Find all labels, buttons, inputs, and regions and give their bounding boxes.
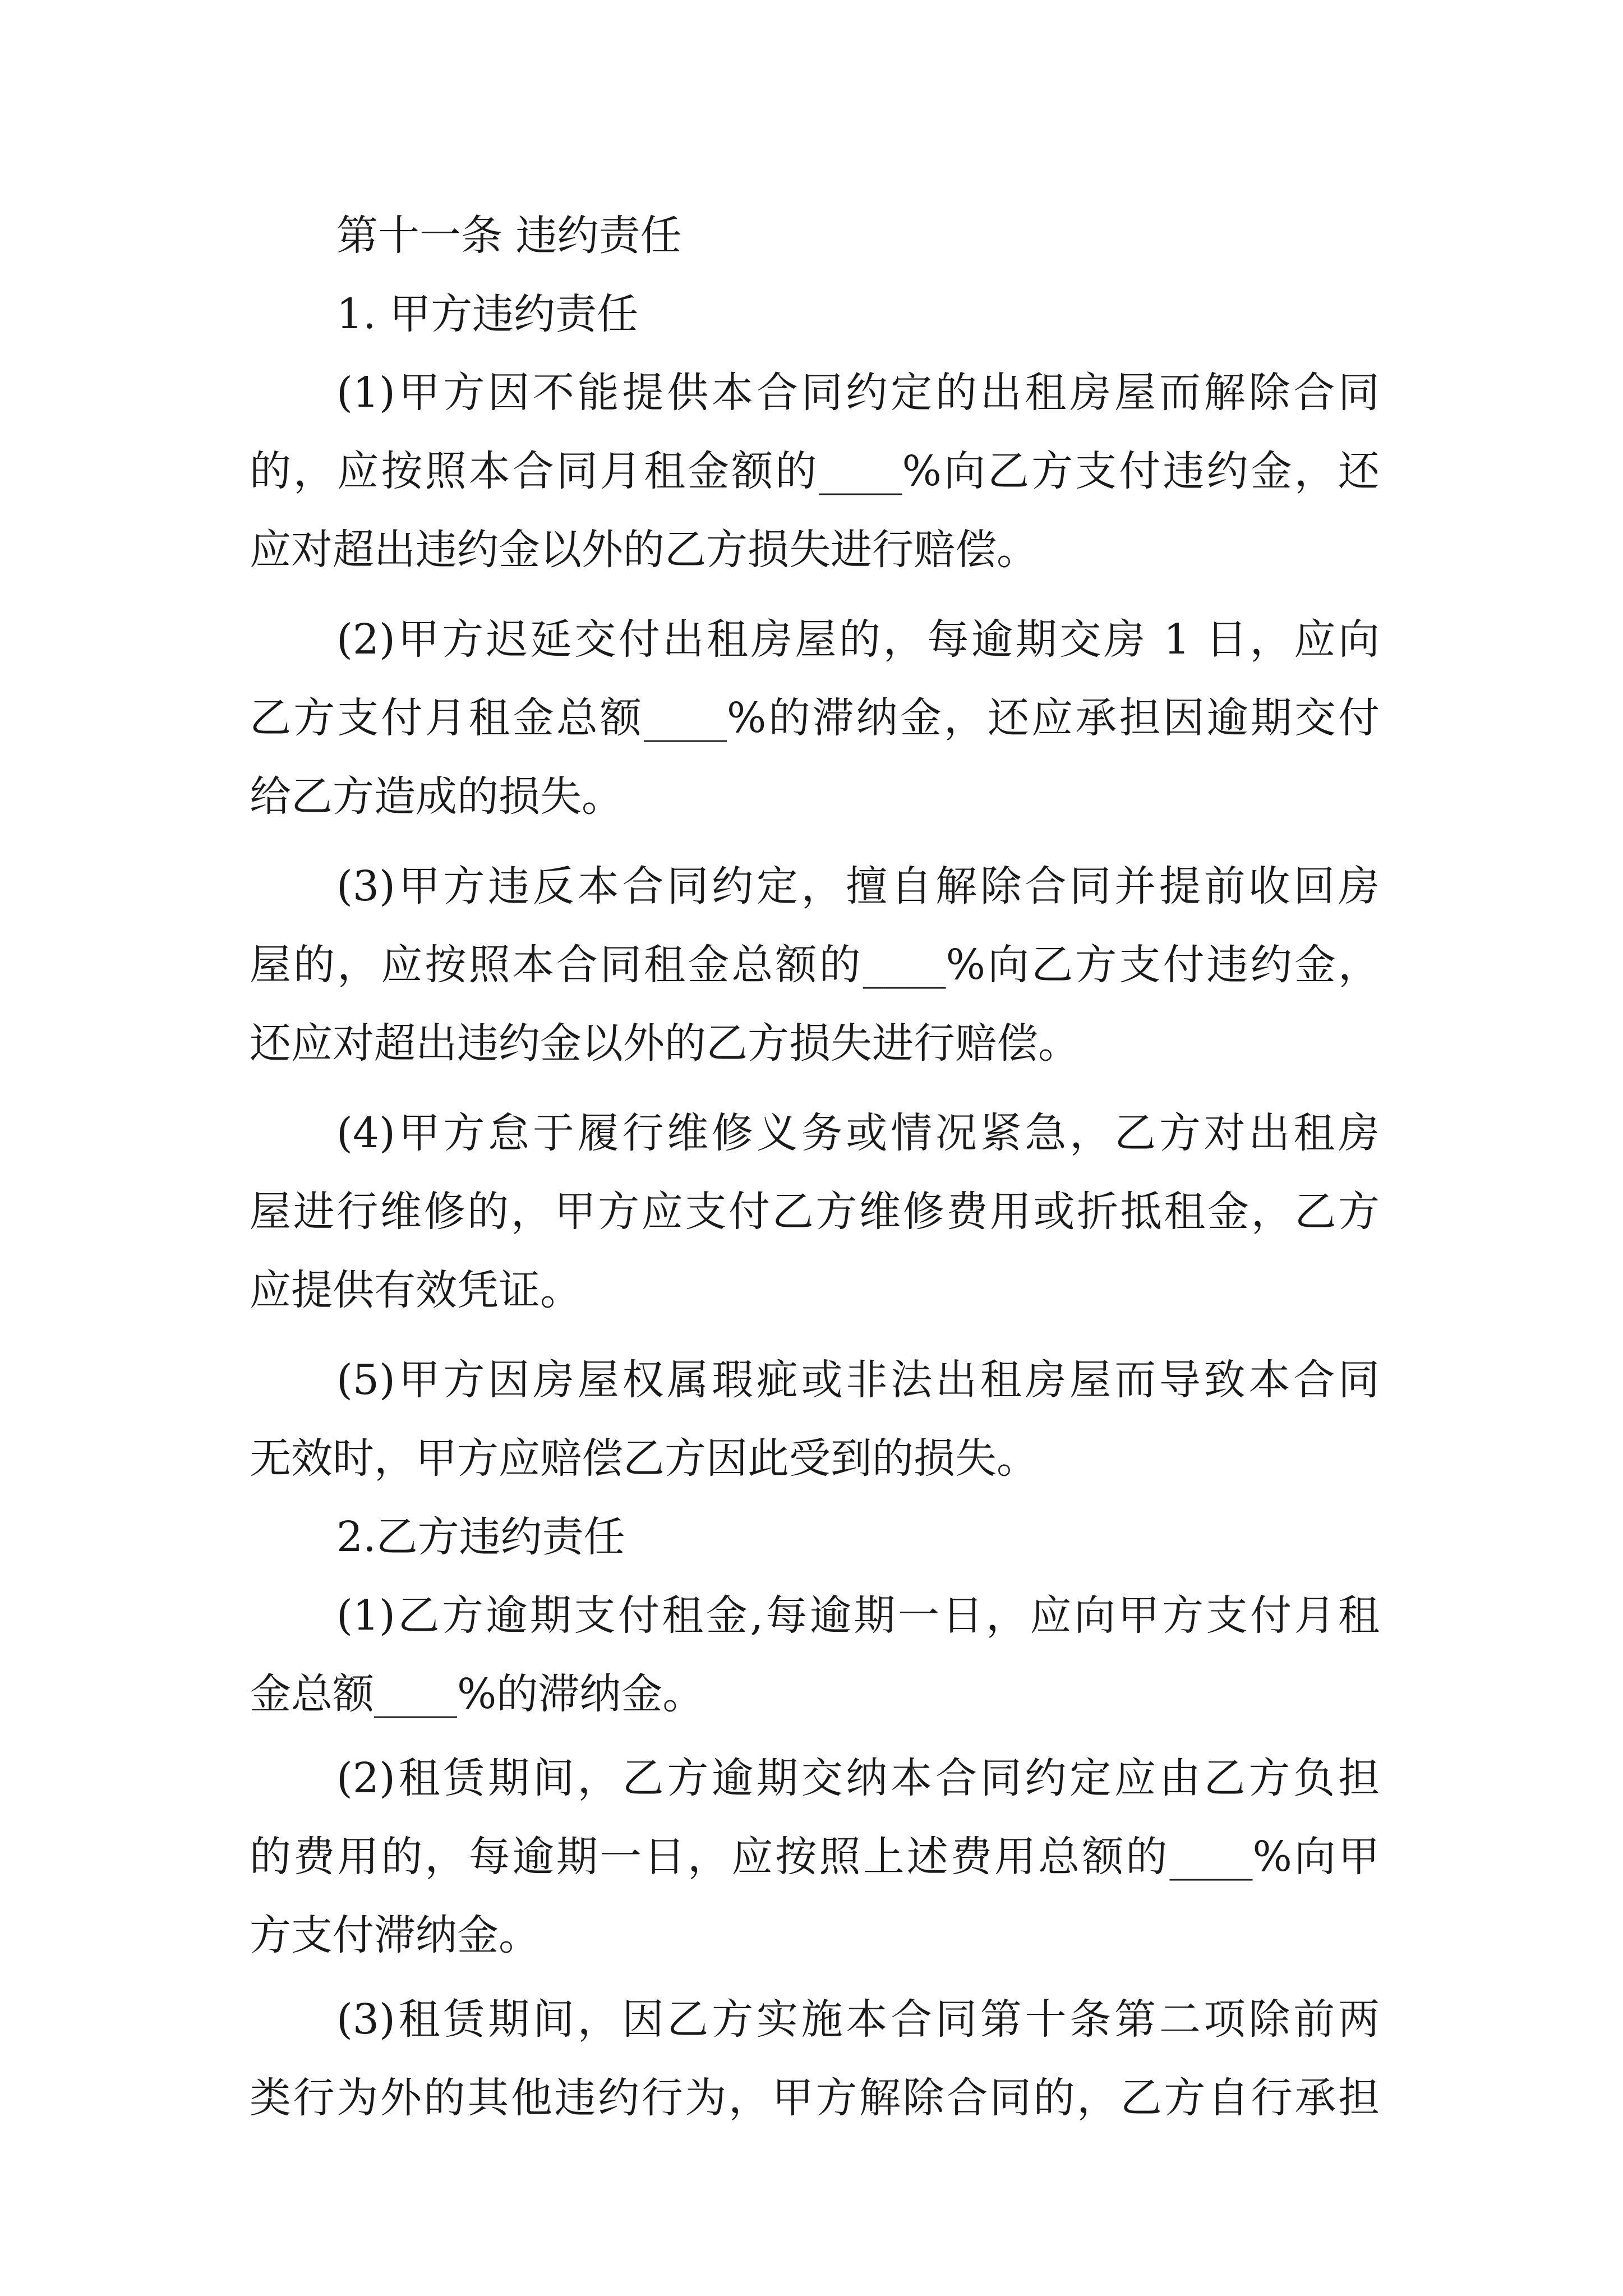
paragraph-line: (3)租赁期间，因乙方实施本合同第十条第二项除前两	[336, 1995, 1380, 2044]
paragraph-line: 乙方支付月租金总额____%的滞纳金，还应承担因逾期交付	[250, 694, 1380, 742]
section-heading-party-a: 1. 甲方违约责任	[336, 290, 639, 338]
paragraph-line: 屋进行维修的，甲方应支付乙方维修费用或折抵租金，乙方	[250, 1188, 1380, 1236]
paragraph-line: (1)甲方因不能提供本合同约定的出租房屋而解除合同	[336, 369, 1380, 417]
paragraph-line: 应对超出违约金以外的乙方损失进行赔偿。	[250, 526, 1038, 574]
paragraph-line: 还应对超出违约金以外的乙方损失进行赔偿。	[250, 1019, 1080, 1068]
paragraph-line: 的费用的，每逾期一日，应按照上述费用总额的____%向甲	[250, 1833, 1380, 1881]
paragraph-line: 方支付滞纳金。	[250, 1911, 540, 1959]
article-heading: 第十一条 违约责任	[336, 211, 682, 260]
paragraph-line: 无效时，甲方应赔偿乙方因此受到的损失。	[250, 1434, 1038, 1483]
section-heading-party-b: 2.乙方违约责任	[336, 1513, 625, 1561]
paragraph-line: 类行为外的其他违约行为，甲方解除合同的，乙方自行承担	[250, 2074, 1380, 2122]
paragraph-line: 金总额____%的滞纳金。	[250, 1670, 704, 1718]
paragraph-line: 给乙方造成的损失。	[250, 772, 623, 821]
paragraph-line: (5)甲方因房屋权属瑕疵或非法出租房屋而导致本合同	[336, 1356, 1380, 1404]
paragraph-line: 的，应按照本合同月租金额的____%向乙方支付违约金，还	[250, 447, 1380, 495]
paragraph-line: 应提供有效凭证。	[250, 1266, 582, 1314]
paragraph-line: 屋的，应按照本合同租金总额的____%向乙方支付违约金，	[250, 941, 1380, 989]
paragraph-line: (3)甲方违反本合同约定，擅自解除合同并提前收回房	[336, 862, 1380, 910]
paragraph-line: (4)甲方怠于履行维修义务或情况紧急，乙方对出租房	[336, 1109, 1380, 1157]
paragraph-line: (2)甲方迟延交付出租房屋的，每逾期交房 1 日，应向	[336, 615, 1380, 664]
paragraph-line: (2)租赁期间，乙方逾期交纳本合同约定应由乙方负担	[336, 1754, 1380, 1802]
paragraph-line: (1)乙方逾期支付租金,每逾期一日，应向甲方支付月租	[336, 1591, 1380, 1640]
